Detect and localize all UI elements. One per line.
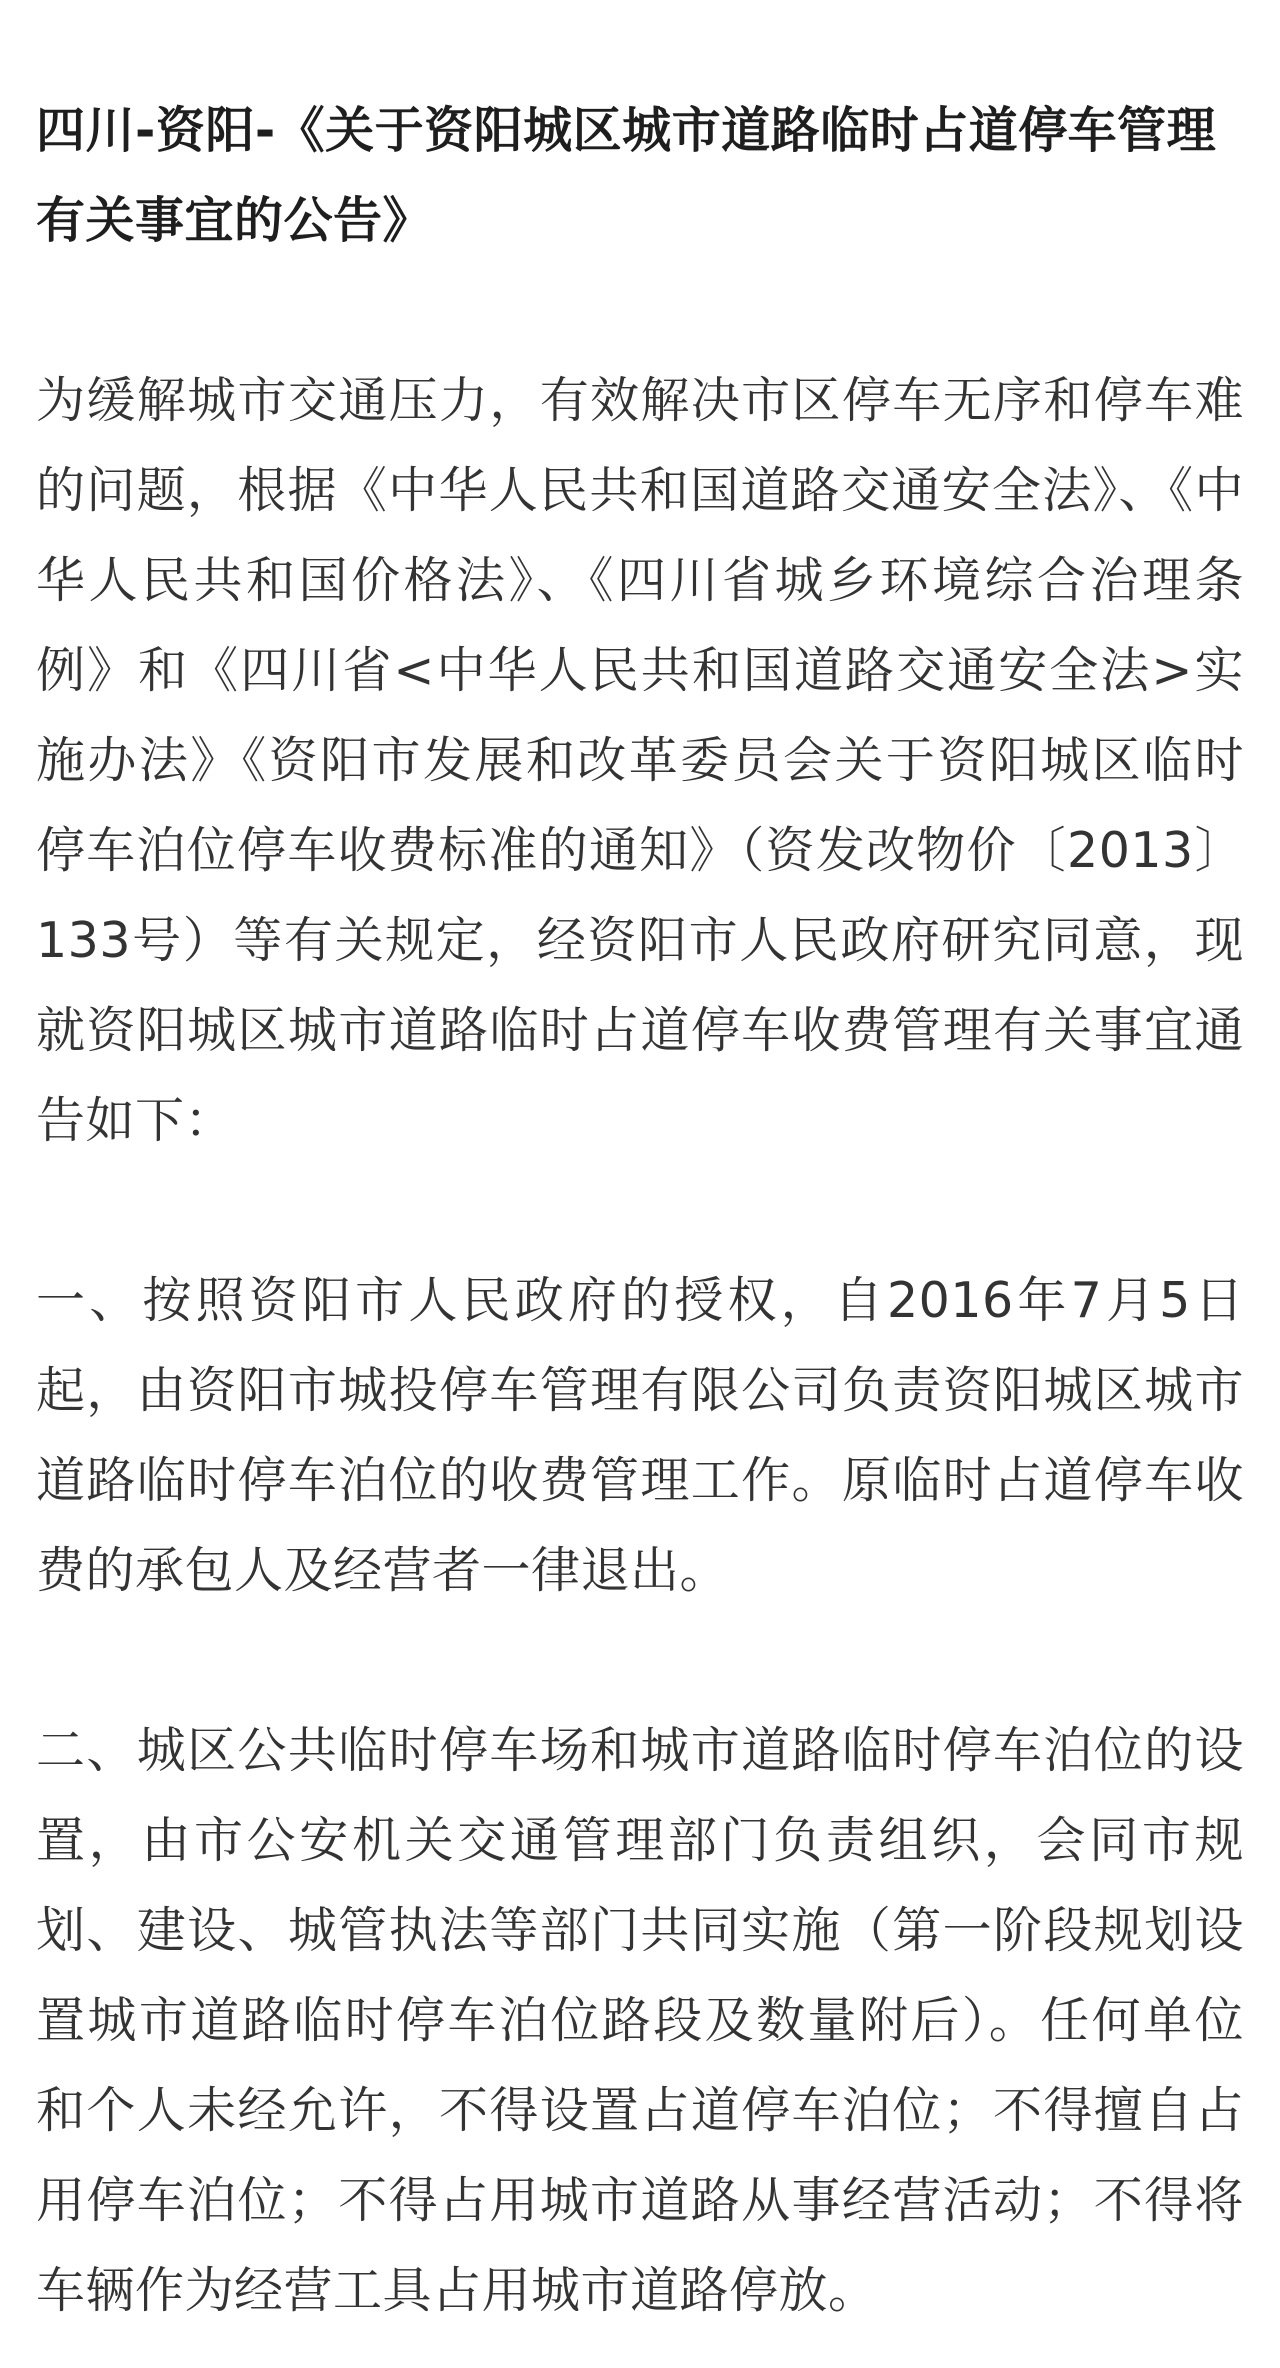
spacer — [36, 1166, 1244, 1256]
document-title: 四川-资阳-《关于资阳城区城市道路临时占道停车管理有关事宜的公告》 — [36, 102, 1217, 249]
paragraph-intro: 为缓解城市交通压力，有效解决市区停车无序和停车难的问题，根据《中华人民共和国道路交通安全法》、《中华人民共和国价格法》、《四川省城乡环境综合治理条例》和《四川省<中华人民共和国道路交通安全法>实施办法》《资阳市发展和改革委员会关于资阳城区临时停车泊位停车收费标准的通知》（资发改物价〔2013〕133号）等有关规定，经资阳市人民政府研究同意，现就资阳城区城市道路临时占道停车收费管理有关事宜通告如下： — [36, 372, 1244, 1149]
paragraph-item-1: 一、按照资阳市人民政府的授权，自2016年7月5日起，由资阳市城投停车管理有限公司负责资阳城区城市道路临时停车泊位的收费管理工作。原临时占道停车收费的承包人及经营者一律退出。 — [36, 1272, 1244, 1599]
paragraph-item-2: 二、城区公共临时停车场和城市道路临时停车泊位的设置，由市公安机关交通管理部门负责组织，会同市规划、建设、城管执法等部门共同实施（第一阶段规划设置城市道路临时停车泊位路段及数量附后）。任何单位和个人未经允许，不得设置占道停车泊位；不得擅自占用停车泊位；不得占用城市道路从事经营活动；不得将车辆作为经营工具占用城市道路停放。 — [36, 1722, 1244, 2319]
spacer — [36, 266, 1244, 356]
spacer — [36, 1616, 1244, 1706]
